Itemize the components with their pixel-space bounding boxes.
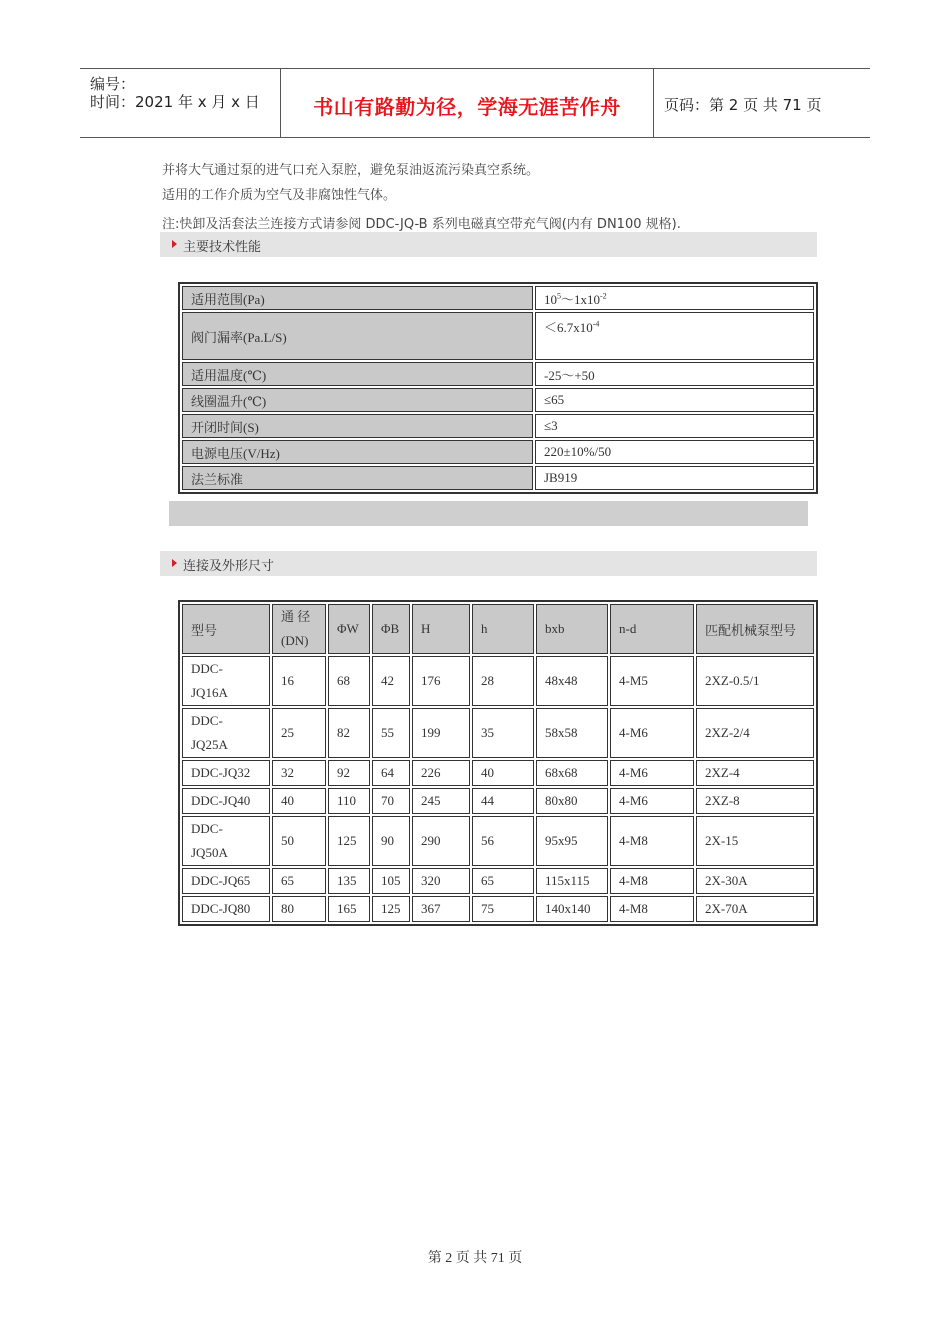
gray-divider-band [169,501,808,526]
table-row [182,466,814,490]
section-arrow-icon [172,559,177,567]
table-row [182,896,814,922]
table-header-row [182,604,814,654]
table-row [182,760,814,786]
h-cell: 35 [472,708,534,758]
w-cell: 125 [328,816,370,866]
bxb-cell: 80x80 [536,788,608,814]
b-cell: 125 [372,896,410,922]
pump-cell: 2X-30A [696,868,814,894]
pump-cell: 2X-70A [696,896,814,922]
H-cell: 290 [412,816,470,866]
spec-label: 开闭时间(S) [182,414,533,438]
section-heading-performance [160,232,817,257]
header-motto: 书山有路勤为径，学海无涯苦作舟 [313,95,621,119]
header-motto-cell [281,69,654,137]
dimensions-table [178,600,818,926]
pump-cell: 2XZ-2/4 [696,708,814,758]
header-cell: n-d [610,604,694,654]
H-cell: 245 [412,788,470,814]
model-cell: DDC- JQ16A [182,656,270,706]
table-row [182,868,814,894]
b-cell: 64 [372,760,410,786]
table-row [182,788,814,814]
w-cell: 82 [328,708,370,758]
section-heading-dimensions [160,551,817,576]
h-cell: 75 [472,896,534,922]
table-row [182,414,814,438]
header-cell: 匹配机械泵型号 [696,604,814,654]
header-cell: 通 径 (DN) [272,604,326,654]
header-page-cell [654,69,870,137]
performance-table [178,282,818,494]
b-cell: 70 [372,788,410,814]
table-row [182,440,814,464]
table-row [182,708,814,758]
pump-cell: 2XZ-8 [696,788,814,814]
model-cell: DDC-JQ65 [182,868,270,894]
header-cell: 型号 [182,604,270,654]
spec-value: -25～+50 [535,362,814,386]
section-arrow-icon [172,240,177,248]
pump-cell: 2XZ-0.5/1 [696,656,814,706]
nd-cell: 4-M6 [610,708,694,758]
b-cell: 90 [372,816,410,866]
bxb-cell: 58x58 [536,708,608,758]
spec-label: 适用温度(℃) [182,362,533,386]
bxb-cell: 48x48 [536,656,608,706]
table-row [182,362,814,386]
header-cell: h [472,604,534,654]
header-cell: H [412,604,470,654]
spec-label: 线圈温升(℃) [182,388,533,412]
w-cell: 68 [328,656,370,706]
h-cell: 56 [472,816,534,866]
document-date-label: 时间：2021 年 x 月 x 日 [90,93,260,111]
spec-label: 电源电压(V/Hz) [182,440,533,464]
spec-value: $10^5\sim 1x10^{-2}$ [535,286,814,310]
body-paragraph-1: 并将大气通过泵的进气口充入泵腔，避免泵油返流污染真空系统。 [162,163,540,178]
h-cell: 44 [472,788,534,814]
model-cell: DDC-JQ40 [182,788,270,814]
table-row [182,388,814,412]
dn-cell: 16 [272,656,326,706]
page-footer: 第 2 页 共 71 页 [427,1251,523,1266]
H-cell: 367 [412,896,470,922]
w-cell: 135 [328,868,370,894]
pump-cell: 2X-15 [696,816,814,866]
nd-cell: 4-M6 [610,760,694,786]
h-cell: 28 [472,656,534,706]
table-row [182,816,814,866]
body-paragraph-2: 适用的工作介质为空气及非腐蚀性气体。 [162,188,397,203]
nd-cell: 4-M8 [610,816,694,866]
nd-cell: 4-M8 [610,896,694,922]
dn-cell: 50 [272,816,326,866]
model-cell: DDC-JQ32 [182,760,270,786]
section-title: 连接及外形尺寸 [183,559,275,574]
page-header [80,68,870,138]
b-cell: 105 [372,868,410,894]
H-cell: 176 [412,656,470,706]
bxb-cell: 115x115 [536,868,608,894]
spec-value: 220±10%/50 [535,440,814,464]
dn-cell: 80 [272,896,326,922]
table-row [182,312,814,360]
w-cell: 165 [328,896,370,922]
dn-cell: 25 [272,708,326,758]
model-cell: DDC-JQ80 [182,896,270,922]
model-cell: DDC- JQ50A [182,816,270,866]
w-cell: 92 [328,760,370,786]
b-cell: 55 [372,708,410,758]
body-note: 注:快卸及活套法兰连接方式请参阅 DDC-JQ-B 系列电磁真空带充气阀(内有 DN100 规格). [162,217,681,232]
spec-value: $<6.7x10^{-4}$ [535,312,814,360]
H-cell: 226 [412,760,470,786]
model-cell: DDC- JQ25A [182,708,270,758]
spec-label: 适用范围(Pa) [182,286,533,310]
nd-cell: 4-M5 [610,656,694,706]
spec-value: JB919 [535,466,814,490]
table-row [182,286,814,310]
nd-cell: 4-M6 [610,788,694,814]
header-cell: ΦB [372,604,410,654]
table-row [182,656,814,706]
nd-cell: 4-M8 [610,868,694,894]
spec-value: ≤65 [535,388,814,412]
dn-cell: 65 [272,868,326,894]
header-page-number: 页码：第 2 页 共 71 页 [664,96,822,114]
h-cell: 40 [472,760,534,786]
bxb-cell: 140x140 [536,896,608,922]
b-cell: 42 [372,656,410,706]
header-meta-cell [80,69,281,137]
dn-cell: 32 [272,760,326,786]
H-cell: 199 [412,708,470,758]
spec-value: ≤3 [535,414,814,438]
bxb-cell: 68x68 [536,760,608,786]
spec-label: 阀门漏率(Pa.L/S) [182,312,533,360]
section-title: 主要技术性能 [183,240,262,255]
header-cell: bxb [536,604,608,654]
h-cell: 65 [472,868,534,894]
document-number-label: 编号： [90,75,136,93]
spec-label: 法兰标准 [182,466,533,490]
H-cell: 320 [412,868,470,894]
bxb-cell: 95x95 [536,816,608,866]
w-cell: 110 [328,788,370,814]
header-cell: ΦW [328,604,370,654]
dimensions-table-body [182,656,814,922]
dn-cell: 40 [272,788,326,814]
pump-cell: 2XZ-4 [696,760,814,786]
